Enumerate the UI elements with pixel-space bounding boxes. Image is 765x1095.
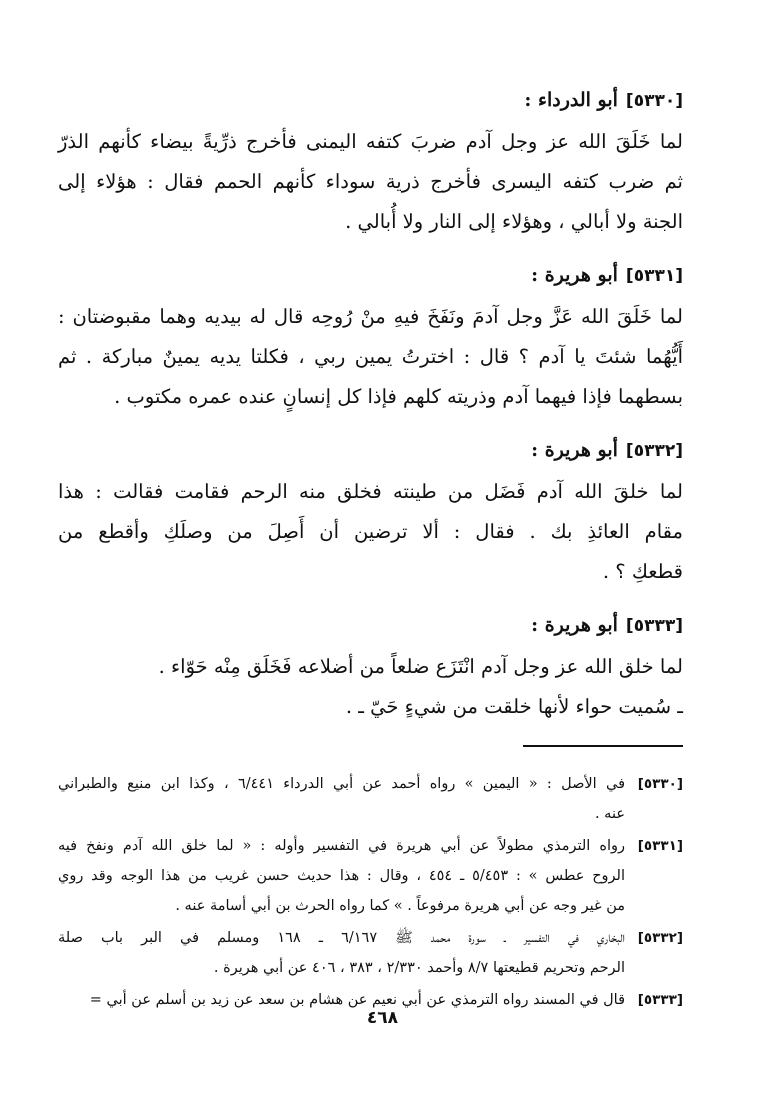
hadith-entry <box>58 260 683 417</box>
footnote <box>58 923 683 983</box>
entry-number: [٥٣٣٠] <box>625 91 683 111</box>
footnote-line: من غير وجه عن أبي هريرة مرفوعاً . » كما رواه الحرث بن أبي أسامة عنه . <box>175 898 625 914</box>
footnote-line: رواه الترمذي مطولاً عن أبي هريرة في التفسير وأوله : « لما خلق الله آدم ونفخ فيه <box>58 838 625 854</box>
entry-text-line: لما خَلَقَ الله عَزَّ وجل آدمَ ونَفَخَ فيهِ منْ رُوحِه قال له بيديه وهما مقبوضتان : <box>58 305 683 328</box>
entry-text-line: لما خلق الله عز وجل آدم انْتَزَع ضلعاً من أضلاعه فَخَلَق مِنْه حَوّاء . <box>158 655 683 678</box>
entry-narrator: أبو الدرداء : <box>524 89 618 111</box>
entry-heading <box>58 260 683 291</box>
entry-text-line: الجنة ولا أبالي ، وهؤلاء إلى النار ولا أُبالي . <box>345 210 683 233</box>
entry-text-line: مقام العائذِ بك . فقال : ألا ترضين أن أَصِلَ من وصلَكِ وأقطع من <box>58 520 683 543</box>
page-number: ٤٦٨ <box>366 1008 399 1028</box>
footnote-line: في الأصل : « اليمين » رواه أحمد عن أبي الدرداء ٦/٤٤١ ، وكذا ابن منيع والطبراني <box>58 776 626 792</box>
entry-heading <box>58 85 683 116</box>
entry-narrator: أبو هريرة : <box>531 264 618 286</box>
footnote-line: الروح عطس » : ٥/٤٥٣ ـ ٤٥٤ ، وقال : هذا حديث حسن غريب من هذا الوجه وقد روي <box>58 868 625 884</box>
footnote-line: قال في المسند رواه الترمذي عن أبي نعيم عن هشام بن سعد عن زيد بن أسلم عن أبي = <box>89 992 625 1008</box>
footnote-number: [٥٣٣٠] <box>637 776 683 792</box>
footnote <box>58 769 683 829</box>
entry-number: [٥٣٣٣] <box>625 616 683 636</box>
entry-number: [٥٣٣١] <box>625 266 683 286</box>
hadith-entry <box>58 610 683 727</box>
footnote-line: البخاري في التفسير ـ سورة محمد ﷺ ٦/١٦٧ ـ ١٦٨ ومسلم في البر باب صلة <box>58 930 626 946</box>
entry-text-line: ـ سُميت حواء لأنها خلقت من شيءٍ حَيّ ـ . <box>345 695 683 718</box>
entry-text-line: لما خَلَقَ الله عز وجل آدم ضربَ كتفه اليمنى فأخرج ذرِّيةً بيضاء كأنهم الذرّ <box>58 130 683 153</box>
entry-heading <box>58 435 683 466</box>
footnote-divider <box>523 745 683 747</box>
hadith-entry <box>58 435 683 592</box>
entry-text-line: لما خلقَ الله آدم فَضَل من طينته فخلق منه الرحم فقامت فقالت : هذا <box>58 480 683 503</box>
entry-narrator: أبو هريرة : <box>531 614 618 636</box>
footnote-number: [٥٣٣١] <box>637 838 683 854</box>
hadith-entry <box>58 85 683 242</box>
footnote <box>58 831 683 921</box>
footnote-line: الرحم وتحريم قطيعتها ٨/٧ وأحمد ٢/٣٣٠ ، ٣٨٣ ، ٤٠٦ عن أبي هريرة . <box>213 960 625 976</box>
footnote-line: عنه . <box>594 806 625 822</box>
footnote-number: [٥٣٣٣] <box>637 992 683 1008</box>
entry-narrator: أبو هريرة : <box>531 439 618 461</box>
footnote-number: [٥٣٣٢] <box>637 930 683 946</box>
entry-text-line: بسطهما فإذا فيهما آدم وذريته كلهم فإذا كل إنسانٍ عنده عمره مكتوب . <box>114 385 683 408</box>
entry-text-line: أَيُّهُما شئتَ يا آدم ؟ قال : اخترتُ يمين ربي ، فكلتا يديه يمينٌ مباركة . ثم <box>58 345 683 368</box>
page-body <box>58 85 683 1095</box>
entry-text-line: ثم ضرب كتفه اليسرى فأخرج ذرية سوداء كأنهم الحمم فقال : هؤلاء إلى <box>58 170 683 193</box>
entry-number: [٥٣٣٢] <box>625 441 683 461</box>
entry-heading <box>58 610 683 641</box>
entry-text-line: قطعكِ ؟ . <box>602 560 683 583</box>
